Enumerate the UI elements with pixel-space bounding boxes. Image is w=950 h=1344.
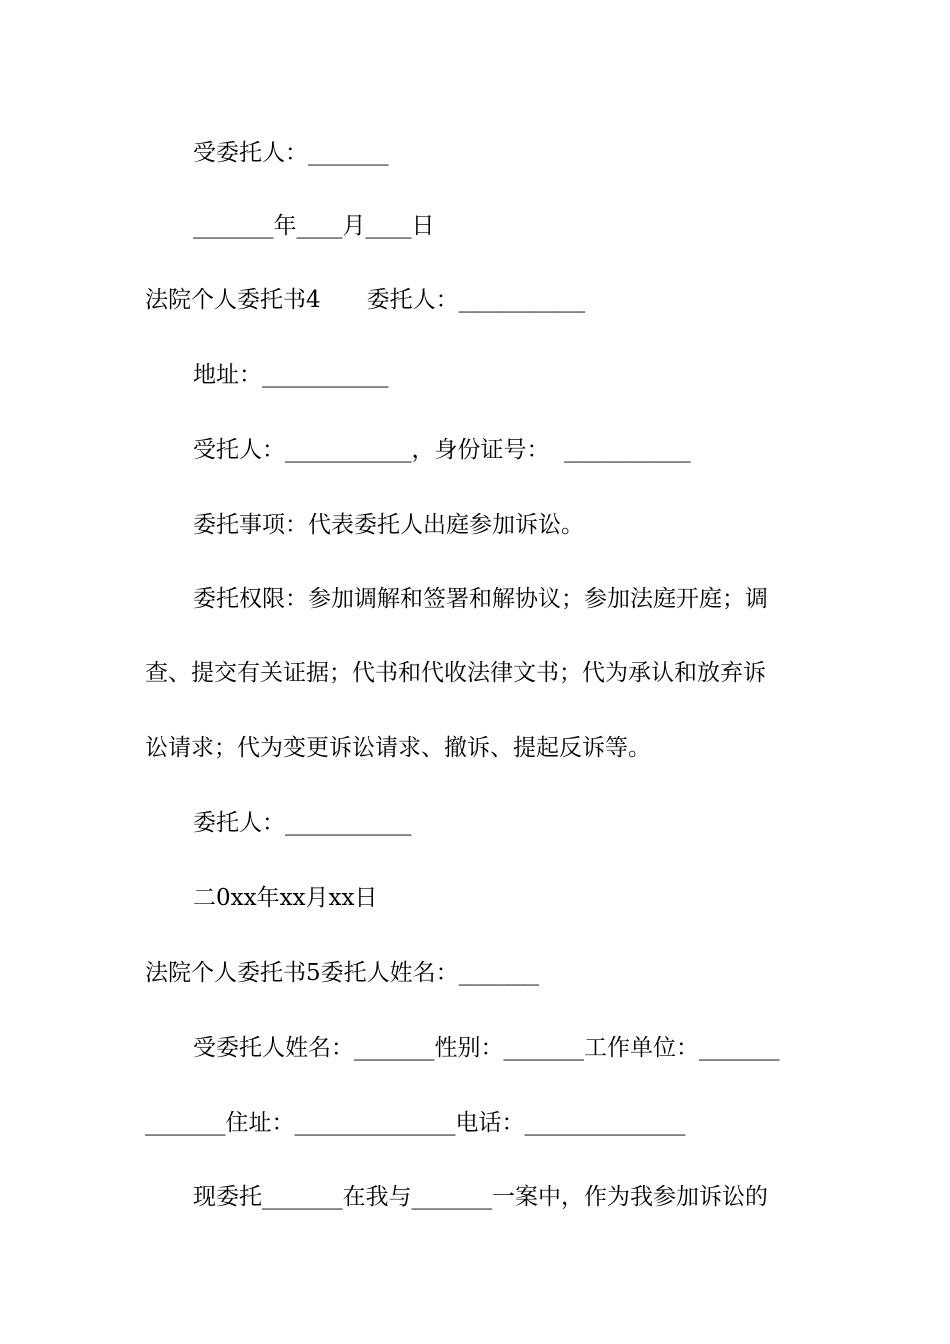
agent-id-line: 受托人：___________，身份证号： ___________ [193, 437, 691, 463]
address-phone-line: _______住址：______________电话：______________ [145, 1110, 686, 1136]
address-line: 地址：___________ [193, 362, 389, 388]
trustee-line: 受委托人：_______ [193, 140, 389, 166]
date-line: _______年____月____日 [193, 213, 435, 239]
entrustment-statement-line: 现委托_______在我与_______一案中，作为我参加诉讼的 [193, 1184, 768, 1210]
trustee-info-line: 受委托人姓名：_______性别：_______工作单位：_______ [193, 1035, 780, 1061]
entrusted-matter-line: 委托事项：代表委托人出庭参加诉讼。 [193, 512, 584, 538]
principal-signature-line: 委托人：___________ [193, 810, 412, 836]
signing-date-line: 二0xx年xx月xx日 [193, 885, 378, 911]
authority-line-1: 委托权限：参加调解和签署和解协议；参加法庭开庭；调 [193, 586, 768, 612]
authority-line-3: 讼请求；代为变更诉讼请求、撤诉、提起反诉等。 [145, 735, 651, 761]
authority-line-2: 查、提交有关证据；代书和代收法律文书；代为承认和放弃诉 [145, 660, 766, 686]
section-4-heading: 法院个人委托书4 委托人：___________ [145, 287, 586, 313]
section-5-heading: 法院个人委托书5委托人姓名：_______ [145, 960, 540, 986]
